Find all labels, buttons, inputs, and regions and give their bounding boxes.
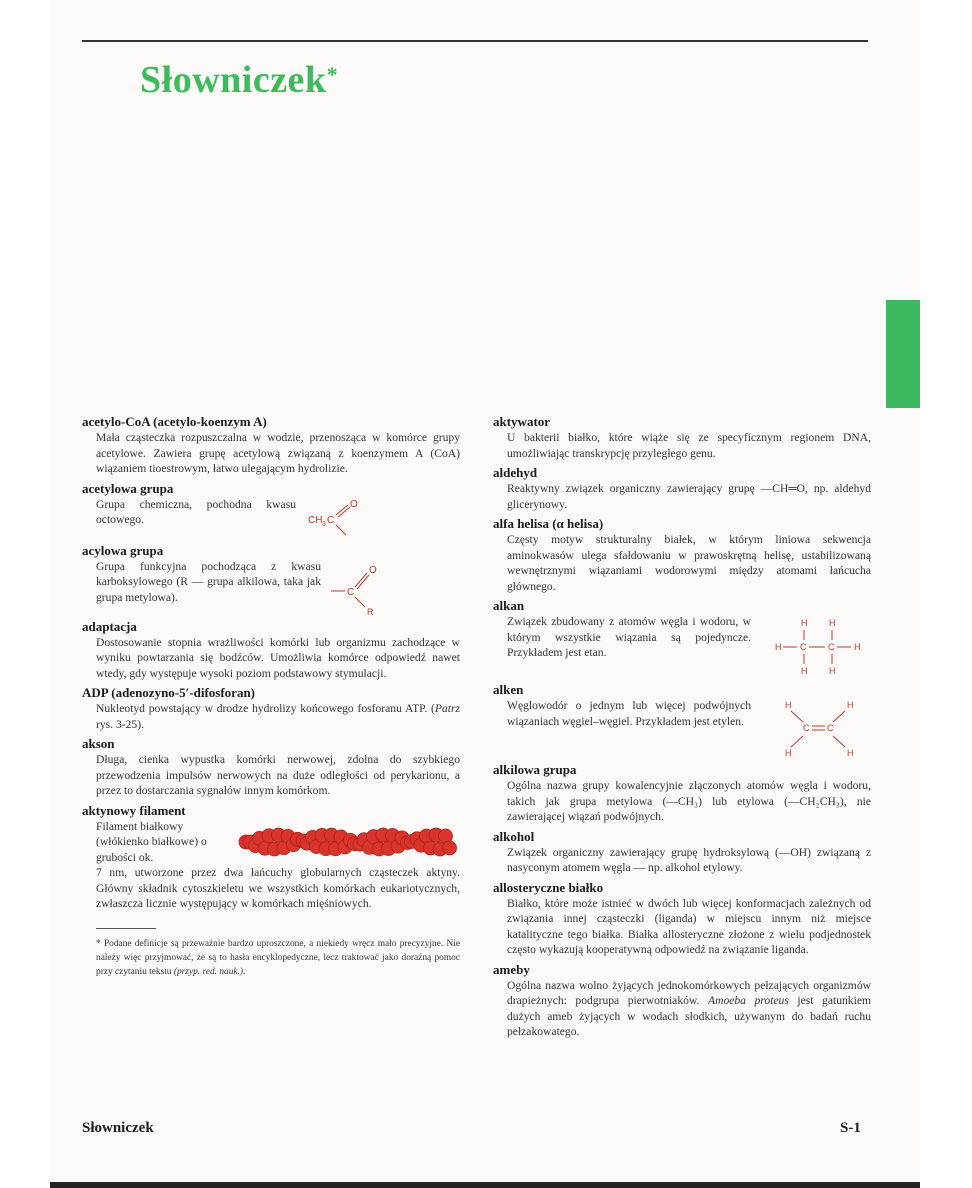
entry-definition: Związek organiczny zawierający grupę hydroksylową (—OH) związaną z nasyconym atomem węgla — np. alkohol etylowy.: [507, 845, 871, 874]
entry-definition: U bakterii białko, które wiąże się ze specyficznym regionem DNA, umożliwiając transkrypcję przyległego genu.: [507, 431, 871, 460]
entry-definition: Węglowodór o jednym lub więcej podwójnych wiązaniach węgiel–węgiel. Przykładem jest etylen.: [507, 699, 751, 728]
acetyl-group-structure: [302, 497, 382, 539]
entry-definition: Ogólna nazwa wolno żyjących jednokomórkowych pełzających organizmów drapieżnych: podgrupa pierwotniaków. Amoeba proteus jest gatunkiem dużych ameb żyjących w wodach słodkich, używanym do badań ruchu pełzakowatego.: [507, 978, 871, 1038]
svg-text:H: H: [829, 618, 836, 628]
svg-text:C: C: [827, 723, 834, 733]
entry-term: ameby: [493, 961, 530, 977]
svg-text:H: H: [785, 700, 792, 710]
section-tab: [886, 300, 920, 408]
svg-text:H: H: [847, 700, 854, 710]
entry-term: akson: [82, 736, 115, 751]
entry-term: aktynowy filament: [82, 802, 186, 818]
top-rule: [82, 40, 868, 42]
bottom-edge: [50, 1182, 920, 1188]
footnote-rule: [96, 928, 156, 929]
entry-aktywator: [493, 414, 871, 461]
svg-text:C: C: [828, 642, 835, 652]
svg-text:O: O: [350, 498, 358, 510]
entry-term: aktywator: [493, 414, 551, 429]
entry-definition: Mała cząsteczka rozpuszczalna w wodzie, przenosząca w komórce grupy acetylowe. Zawiera grupę acetylową związaną z koenzymem A (CoA) wiązaniem tioestrowym, łatwo ulegającym hydrolizie.: [96, 431, 460, 475]
entry-definition-rest: 7 nm, utworzone przez dwa łańcuchy globularnych cząsteczek aktyny. Główny składnik cytoszkieletu we wszystkich komórkach eukariotycznych, zwłaszcza licznie występujący w komórkach mięśniowych.: [96, 866, 460, 910]
entry-adaptacja: [82, 619, 460, 682]
entry-term: alfa helisa (α helisa): [493, 516, 604, 531]
left-column: [82, 414, 460, 979]
entry-alfa-helisa: [493, 516, 871, 594]
svg-text:H: H: [854, 642, 861, 652]
svg-text:CH: CH: [308, 514, 323, 526]
svg-text:R: R: [367, 606, 374, 615]
entry-alkilowa-grupa: [493, 762, 871, 825]
entry-term: ADP (adenozyno-5′-difosforan): [82, 685, 256, 700]
entry-definition-start: Filament białkowy (włókienko białkowe) o grubości ok.: [96, 819, 207, 864]
entry-term: allosteryczne białko: [493, 879, 604, 895]
ethane-structure: [757, 614, 867, 678]
entry-definition: Grupa chemiczna, pochodna kwasu octowego.: [96, 497, 296, 526]
page-title: Słowniczek*: [140, 59, 339, 101]
entry-alkan: [493, 598, 871, 678]
ethylene-structure: [757, 698, 867, 758]
svg-text:H: H: [801, 666, 808, 676]
svg-text:C: C: [327, 514, 335, 526]
svg-text:O: O: [369, 564, 377, 576]
acyl-group-structure: [327, 559, 397, 615]
entry-definition: Reaktywny związek organiczny zawierający grupę —CH═O, np. aldehyd glicerynowy.: [507, 482, 871, 511]
entry-term: alkohol: [493, 828, 535, 844]
entry-acetylo-coa: [82, 414, 460, 477]
entry-ameby: [493, 962, 871, 1040]
entry-definition: Ogólna nazwa grupy kowalencyjnie złączonych atomów węgla i wodoru, takich jak grupa metylowa (—CH₃) lub etylowa (—CH₂CH₃), nie zawierającej wiązań podwójnych.: [507, 779, 871, 823]
entry-alken: [493, 682, 871, 758]
entry-definition: Długa, cienka wypustka komórki nerwowej, zdolna do szybkiego przewodzenia impulsów nerwowych na duże odległości od perykarionu, a przez to dostarczania sygnałów innym komórkom.: [96, 753, 460, 797]
right-column: [493, 414, 871, 1044]
footer-section-name: Słowniczek: [82, 1120, 154, 1136]
entry-term: alken: [493, 682, 524, 697]
footer-page-number: S-1: [840, 1120, 861, 1136]
svg-text:C: C: [800, 642, 807, 652]
entry-definition: Nukleotyd powstający w drodze hydrolizy końcowego fosforanu ATP. (Patrz rys. 3-25).: [96, 702, 460, 731]
entry-definition: Związek zbudowany z atomów węgla i wodoru, w którym wszystkie wiązania są pojedyncze. Przykładem jest etan.: [507, 615, 751, 659]
entry-term: acylowa grupa: [82, 542, 164, 558]
entry-adp: [82, 685, 460, 732]
svg-text:C: C: [347, 586, 355, 598]
entry-acylowa-grupa: [82, 543, 460, 615]
entry-definition: Białko, które może istnieć w dwóch lub więcej konformacjach zależnych od związania innej cząsteczki (liganda) w miejscu innym niż miejsce katalityczne tego białka. Białka allosteryczne złożone z wielu podjednostek często wykazują kooperatywną odpowiedź na związanie liganda.: [507, 896, 871, 956]
svg-text:H: H: [801, 618, 808, 628]
entry-term: aldehyd: [493, 465, 538, 480]
entry-aktynowy-filament: [82, 803, 460, 912]
svg-text:H: H: [785, 748, 792, 758]
entry-term: alkilowa grupa: [493, 762, 577, 777]
entry-allosteryczne-bialko: [493, 880, 871, 958]
svg-text:H: H: [847, 748, 854, 758]
svg-text:H: H: [829, 666, 836, 676]
entry-definition: Dostosowanie stopnia wrażliwości komórki lub organizmu zachodzące w wyniku powtarzania się bodźców. Umożliwia komórce odpowiedź nawet wtedy, gdy występuje wysoki poziom podstawowy stymulacji.: [96, 635, 460, 680]
entry-aldehyd: [493, 465, 871, 512]
entry-definition: Częsty motyw strukturalny białek, w którym liniowa sekwencja aminokwasów ulega sfałdowaniu w prawoskrętną helisę, ustabilizowaną wewnętrznymi wiązaniami wodorowymi między atomami łańcucha głównego.: [507, 533, 871, 593]
entry-definition: Grupa funkcyjna pochodząca z kwasu karboksylowego (R — grupa alkilowa, taka jak grupa metylowa).: [96, 559, 321, 604]
entry-alkohol: [493, 829, 871, 876]
svg-text:H: H: [775, 642, 782, 652]
svg-text:3: 3: [322, 520, 326, 528]
footnote: * Podane definicje są przeważnie bardzo uproszczone, a niekiedy wręcz mało precyzyjne. Nie należy więc przyjmować, że są to hasła encyklopedyczne, lecz traktować jako doraźną pomoc przy czytaniu tekstu (przyp. red. nauk.).: [96, 938, 460, 977]
actin-filament-illustration: [236, 822, 460, 862]
entry-akson: [82, 736, 460, 799]
entry-term: acetylowa grupa: [82, 480, 174, 496]
entry-term: acetylo-CoA (acetylo-koenzym A): [82, 414, 267, 429]
title-footnote-mark: *: [326, 62, 339, 87]
entry-term: adaptacja: [82, 618, 137, 634]
entry-acetylowa-grupa: [82, 481, 460, 539]
entry-term: alkan: [493, 598, 525, 613]
svg-text:C: C: [803, 723, 810, 733]
actin-monomer: [443, 841, 457, 855]
